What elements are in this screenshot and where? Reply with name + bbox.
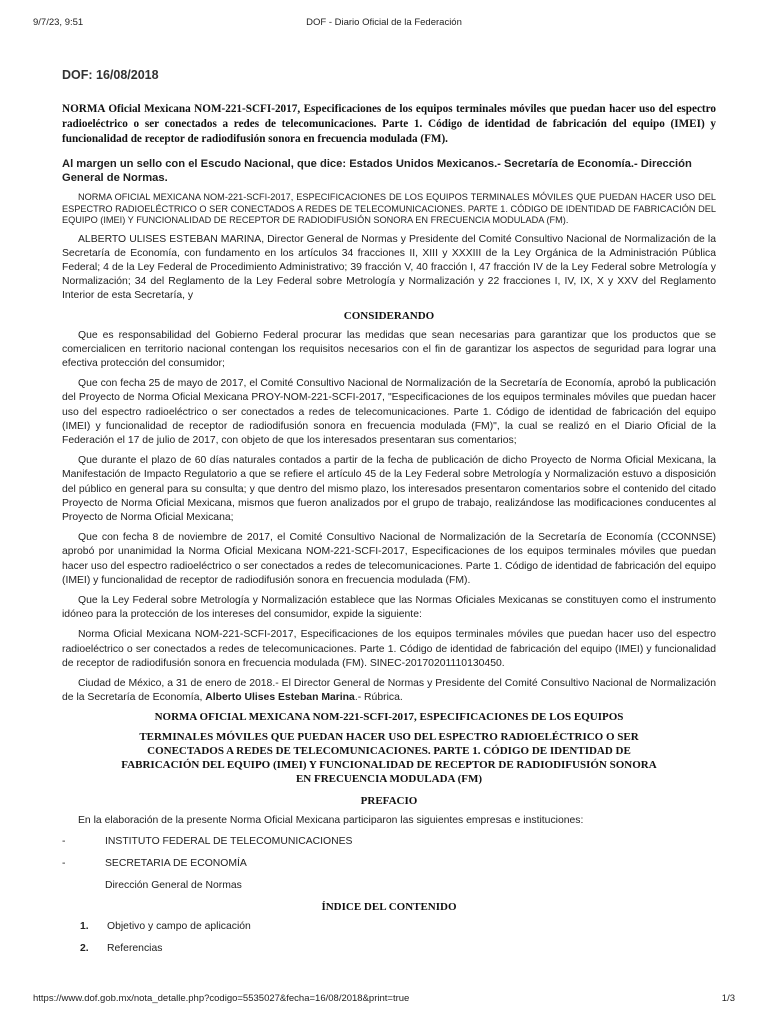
participants-list [62,835,716,871]
print-page-title: DOF - Diario Oficial de la Federación [306,17,462,28]
margin-note: Al margen un sello con el Escudo Nacional, que dice: Estados Unidos Mexicanos.- Secretaría de Economía.- Dirección General de Normas. [62,158,692,184]
index-list [62,920,716,956]
index-number: 2. [80,942,89,954]
norma-heading-line: NORMA OFICIAL MEXICANA NOM-221-SCFI-2017, ESPECIFICACIONES DE LOS EQUIPOS [154,711,624,724]
considerando-paragraph: Que durante el plazo de 60 días naturales contados a partir de la fecha de publicación de dicho Proyecto de Norma Oficial Mexicana, la Manifestación de Impacto Regulatorio a que se refiere el artículo 45 de la Ley Federal sobre Metrología y Normalización estuvo a disposición del público en general para su consulta; y que dentro del mismo plazo, los interesados presentaron comentarios sobre el contenido del citado Proyecto de Norma Oficial Mexicana, mismos que fueron analizados por el grupo de trabajo, realizándose las modificaciones conducentes al Proyecto de Norma Oficial Mexicana; [62,455,716,523]
dash-bullet: - [62,835,66,847]
considerando-paragraph: Norma Oficial Mexicana NOM-221-SCFI-2017, Especificaciones de los equipos terminales móviles que puedan hacer uso del espectro radioeléctrico o ser conectados a redes de telecomunicaciones. Parte 1. Código de identidad de fabricación del equipo (IMEI) y funcionalidad de receptor de radiodifusión sonora en frecuencia modulada (FM). SINEC-20170201110130450. [62,629,716,669]
considerando-paragraph: Que con fecha 8 de noviembre de 2017, el Comité Consultivo Nacional de Normalización de la Secretaría de Economía (CCONNSE) aprobó por unanimidad la Norma Oficial Mexicana NOM-221-SCFI-2017, Especificaciones de los equipos terminales móviles que puedan hacer uso del espectro radioeléctrico o ser conectados a redes de telecomunicaciones. Parte 1. Código de identidad de fabricación del equipo (IMEI) y funcionalidad de receptor de radiodifusión sonora en frecuencia modulada (FM). [62,532,716,586]
list-item [62,942,716,956]
participant-sub: Dirección General de Normas [105,879,242,891]
prefacio-heading: PREFACIO [360,795,418,808]
prefacio-text: En la elaboración de la presente Norma Oficial Mexicana participaron las siguientes empresas e instituciones: [78,815,584,827]
print-date: 9/7/23, 9:51 [33,17,84,28]
participant-label: INSTITUTO FEDERAL DE TELECOMUNICACIONES [105,835,353,847]
list-item [62,857,716,871]
signature-prefix: Ciudad de México, a 31 de enero de 2018.- El Director General de Normas y Presidente del Comité Consultivo Nacional de Normalización de la Secretaría de Economía, [62,677,716,704]
document-body [62,68,716,964]
signatory-name: Alberto Ulises Esteban Marina [205,692,355,704]
list-item [62,920,716,934]
signature-paragraph [62,677,716,705]
considerando-paragraph: Que es responsabilidad del Gobierno Federal procurar las medidas que sean necesarias para garantizar que los productos que se comercialicen en territorio nacional contengan los requisitos necesarios con el fin de garantizar los aspectos de seguridad para lograr una efectiva protección del consumidor; [62,329,716,369]
print-footer [33,993,735,1007]
index-label: Objetivo y campo de aplicación [107,920,251,932]
list-item [62,835,716,849]
dof-date: DOF: 16/08/2018 [62,68,159,82]
footer-url-link[interactable]: https://www.dof.gob.mx/nota_detalle.php?codigo=5535027&fecha=16/08/2018&print=true [33,993,410,1004]
index-label: Referencias [107,942,163,954]
print-header [33,17,735,31]
page-number: 1/3 [721,993,735,1004]
intro-paragraph: ALBERTO ULISES ESTEBAN MARINA, Director General de Normas y Presidente del Comité Consultivo Nacional de Normalización de la Secretaría de Economía, con fundamento en los artículos 34 fracciones II, XIII y XXXIII de la Ley Orgánica de la Administración Pública Federal; 4 de la Ley Federal de Procedimiento Administrativo; 39 fracción V, 40 fracción I, 47 fracción IV de la Ley Federal sobre Metrología y Normalización; 34 del Reglamento de la Ley Federal sobre Metrología y Normalización y 22 fracciones I, IV, IX, X y XXV del Reglamento Interior de esta Secretaría, y [62,233,716,302]
upper-title: NORMA OFICIAL MEXICANA NOM-221-SCFI-2017, ESPECIFICACIONES DE LOS EQUIPOS TERMINALES MÓVILES QUE PUEDAN HACER USO DEL ESPECTRO RADIOELÉCTRICO O SER CONECTADOS A REDES DE TELECOMUNICACIONES. PARTE 1. CÓDIGO DE IDENTIDAD DE FABRICACIÓN DEL EQUIPO (IMEI) Y FUNCIONALIDAD DE RECEPTOR DE RADIODIFUSIÓN SONORA EN FRECUENCIA MODULADA (FM). [62,192,716,225]
norma-heading-block: TERMINALES MÓVILES QUE PUEDAN HACER USO DEL ESPECTRO RADIOELÉCTRICO O SER CONECTADOS A REDES DE TELECOMUNICACIONES. PARTE 1. CÓDIGO DE IDENTIDAD DE FABRICACIÓN DEL EQUIPO (IMEI) Y FUNCIONALIDAD DE RECEPTOR DE RADIODIFUSIÓN SONORA EN FRECUENCIA MODULADA (FM) [121,731,657,786]
norma-title: NORMA Oficial Mexicana NOM-221-SCFI-2017, Especificaciones de los equipos terminales móviles que puedan hacer uso del espectro radioeléctrico o ser conectados a redes de telecomunicaciones. Parte 1. Código de identidad de fabricación del equipo (IMEI) y funcionalidad de receptor de radiodifusión sonora en frecuencia modulada (FM). [62,103,716,145]
index-number: 1. [80,920,89,932]
indice-heading: ÍNDICE DEL CONTENIDO [321,900,457,913]
participant-label: SECRETARIA DE ECONOMÍA [105,857,247,869]
considerando-paragraph: Que la Ley Federal sobre Metrología y Normalización establece que las Normas Oficiales Mexicanas se constituyen como el instrumento idóneo para la protección de los intereses del consumidor, expide la siguiente: [62,594,716,621]
considerando-heading: CONSIDERANDO [343,309,435,322]
signature-suffix: .- Rúbrica. [354,692,403,704]
dash-bullet: - [62,857,66,869]
considerando-paragraph: Que con fecha 25 de mayo de 2017, el Comité Consultivo Nacional de Normalización de la Secretaría de Economía, aprobó la publicación del Proyecto de Norma Oficial Mexicana PROY-NOM-221-SCFI-2017, "Especificaciones de los equipos terminales móviles que puedan hacer uso del espectro radioeléctrico o ser conectados a redes de telecomunicaciones. Parte 1. Código de identidad de fabricación del equipo (IMEI) y funcionalidad de receptor de radiodifusión sonora en frecuencia modulada (FM)", la cual se realizó en el Diario Oficial de la Federación el 17 de julio de 2017, con objeto de que los interesados presentaran sus comentarios; [62,378,716,446]
